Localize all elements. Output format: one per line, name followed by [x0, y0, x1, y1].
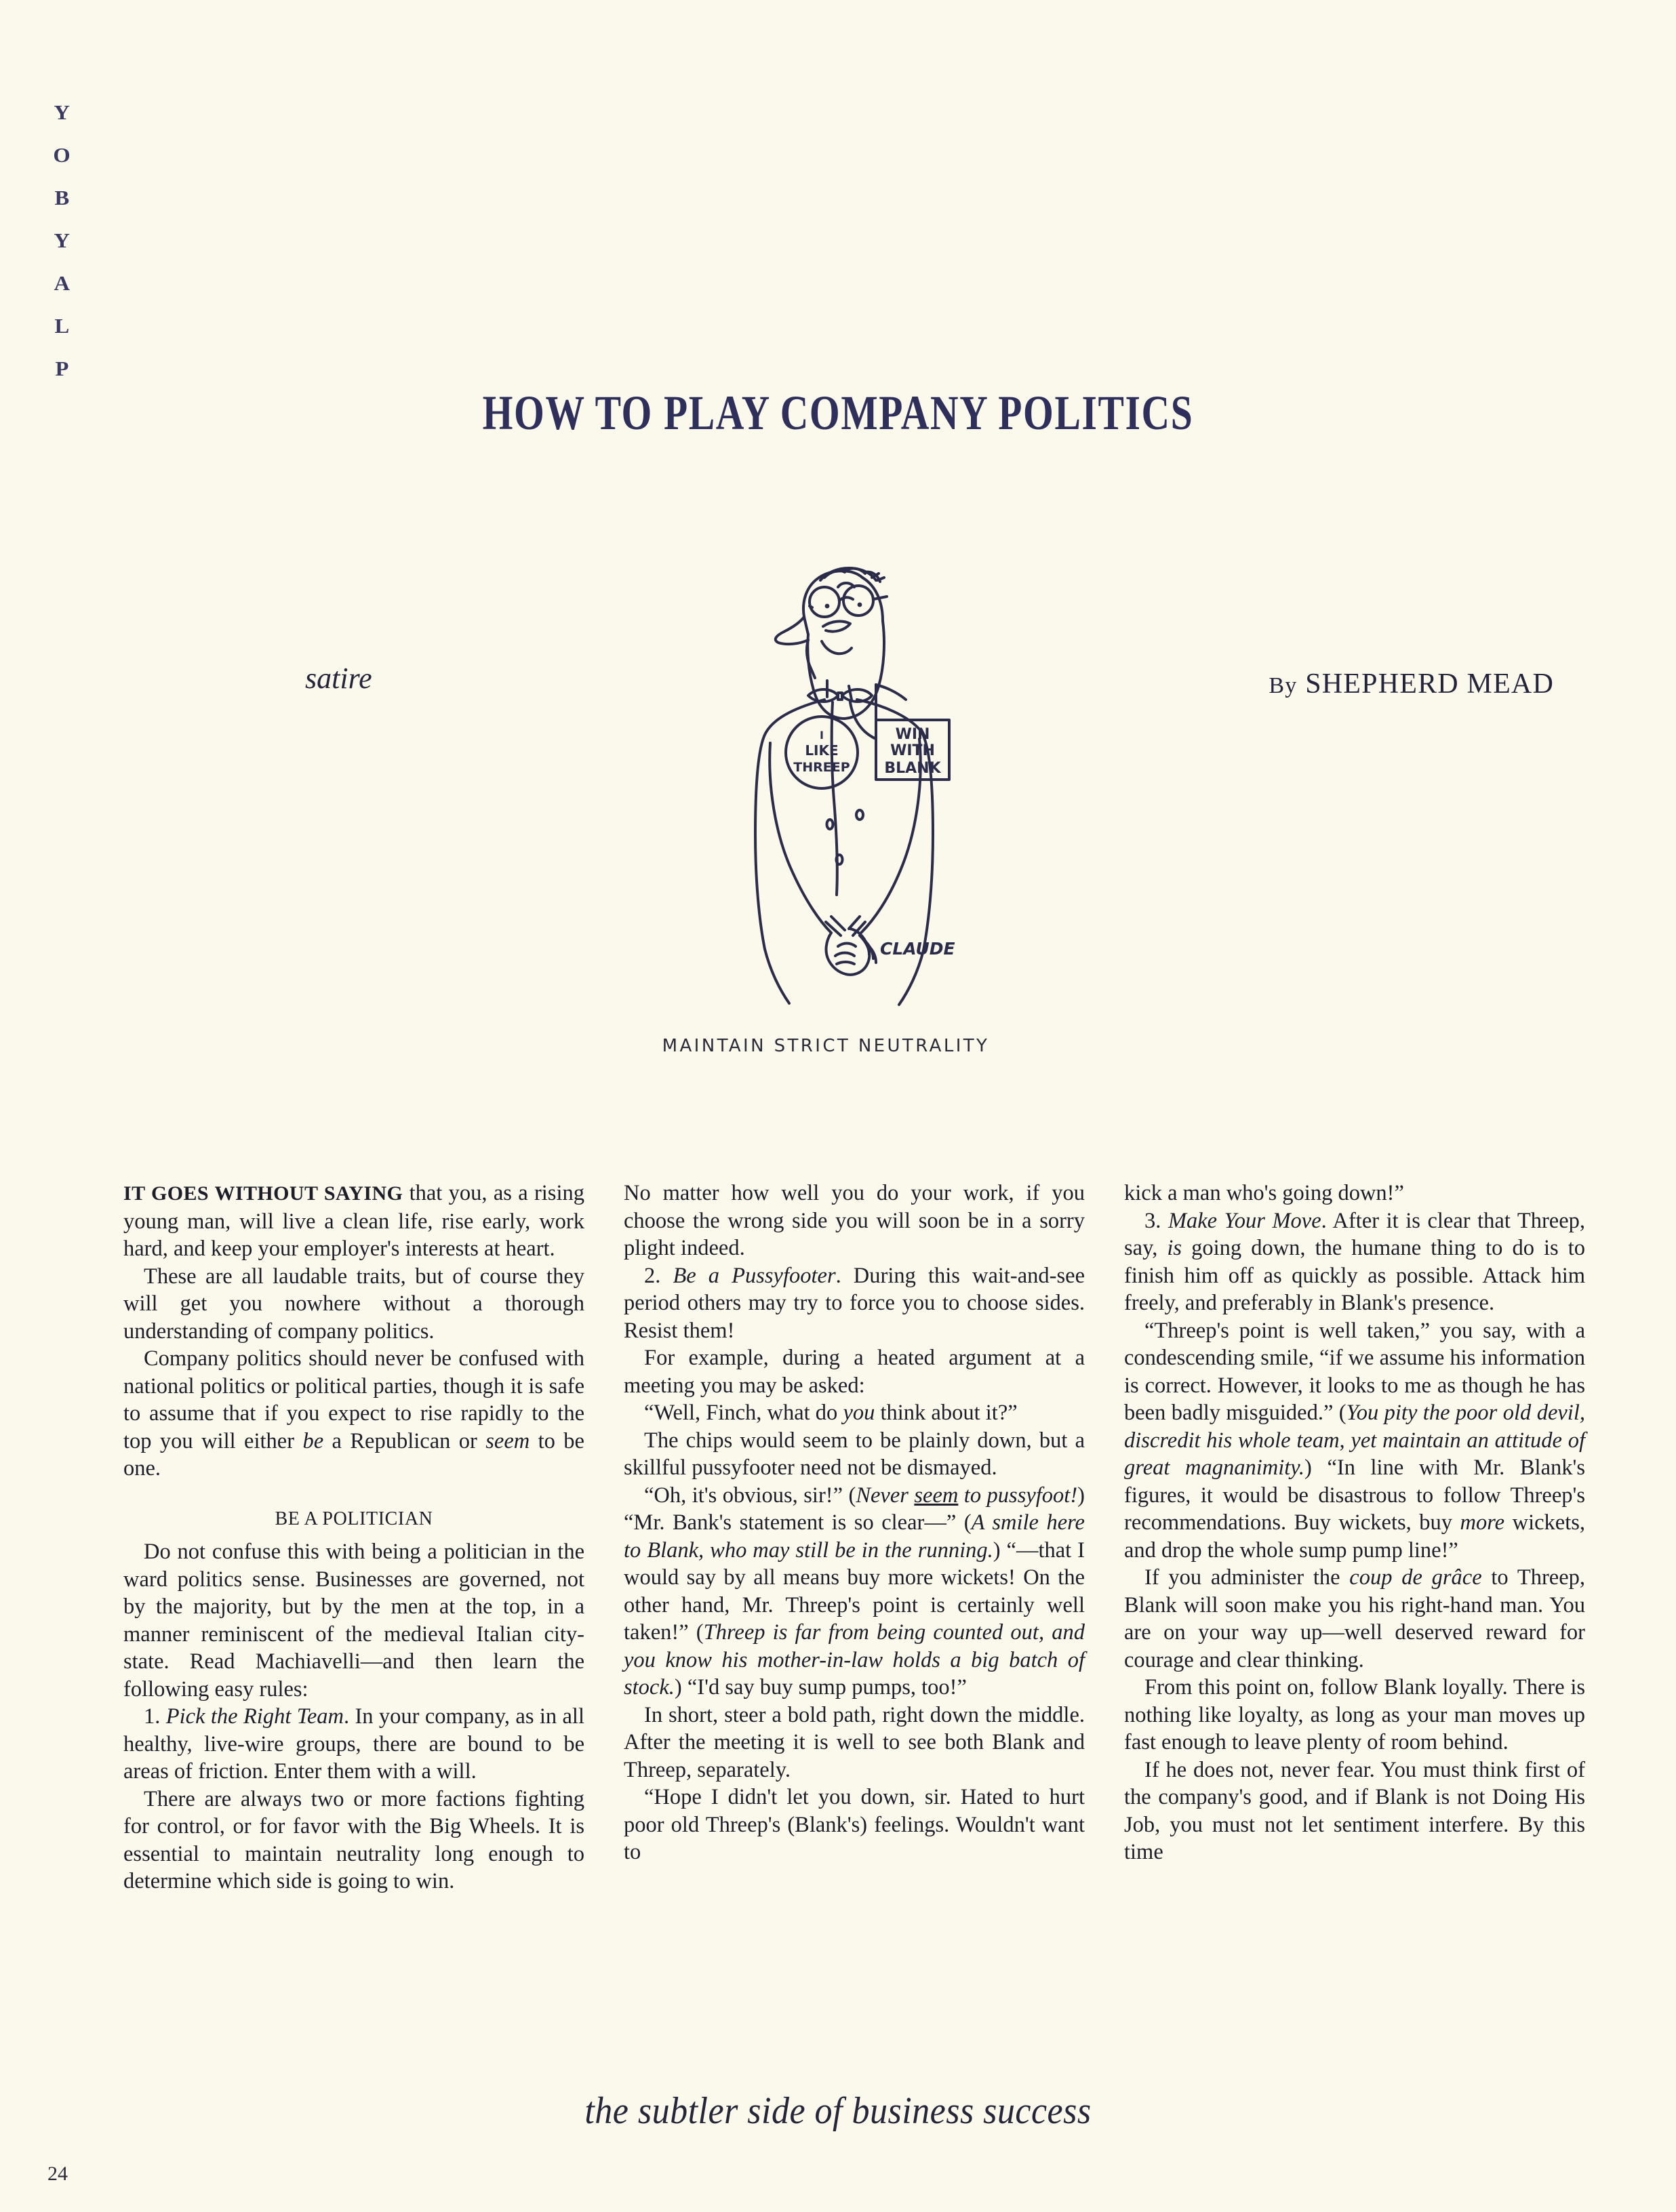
paragraph [1124, 1564, 1585, 1674]
paragraph-text: . During this wait-and-see period others may try to force you to choose sides. Resist them! [624, 1263, 1085, 1343]
paragraph [123, 1703, 584, 1786]
underlined-emphasis: seem [914, 1483, 959, 1508]
paragraph-text: “Well, Finch, what do [644, 1401, 843, 1425]
paragraph-text: to be one. [123, 1428, 584, 1481]
body-column-1 [123, 1180, 584, 1895]
paragraph: From this point on, follow Blank loyally. There is nothing like loyalty, as long as your man moves up fast enough to leave plenty of room behind. [1124, 1675, 1585, 1754]
emphasis: be [302, 1428, 324, 1453]
foreign-phrase: coup de grâce [1349, 1565, 1482, 1590]
paragraph [624, 1482, 1085, 1702]
paragraph [1124, 1207, 1585, 1317]
badge-line-1: WIN [895, 726, 930, 743]
aside-italic [856, 1483, 1077, 1508]
rule-title: Make Your Move [1168, 1208, 1321, 1233]
masthead-letter: A [54, 271, 70, 295]
playboy-vertical-masthead [38, 102, 85, 401]
masthead-letter: P [55, 357, 68, 380]
aside-text: Never [856, 1483, 915, 1508]
button-line-2: LIKE [805, 742, 839, 759]
paragraph [624, 1262, 1085, 1345]
cartoon-caption: MAINTAIN STRICT NEUTRALITY [662, 1036, 990, 1056]
paragraph: In short, steer a bold path, right down the middle. After the meeting it is well to see both Blank and Threep, separately. [624, 1702, 1085, 1782]
paragraph-text: If you administer the [1144, 1565, 1350, 1590]
paragraph [123, 1345, 584, 1483]
body-column-3 [1124, 1180, 1585, 1895]
paragraph-text: ) “Mr. Bank's statement is so clear—” ( [624, 1483, 1085, 1535]
footer-tagline: the subtler side of business success [584, 2090, 1092, 2132]
paragraph-text: ) “In line with Mr. Blank's figures, it would be disastrous to follow Threep's recommendations. Buy wickets, buy [1124, 1455, 1585, 1535]
rule-number: 1. [144, 1704, 166, 1729]
emphasis: more [1460, 1510, 1505, 1535]
byline [1269, 668, 1554, 700]
paragraph-text: wickets, and drop the whole sump pump line!” [1124, 1510, 1585, 1563]
paragraph-text: think about it?” [875, 1401, 1018, 1425]
emphasis: is [1167, 1236, 1182, 1260]
button-line-3: THREEP [793, 760, 850, 775]
rule-title: Be a Pussyfooter [673, 1263, 836, 1288]
paragraph: For example, during a heated argument at a meeting you may be asked: [624, 1346, 1085, 1398]
paragraph: Do not confuse this with being a politician in the ward politics sense. Businesses are governed, not by the majority, but by the men at the top, in a manner reminiscent of the medieval Italian city-state. Read Machiavelli—and then learn the following easy rules: [123, 1540, 584, 1702]
badge-line-3: BLANK [884, 760, 941, 777]
paragraph-text: “Threep's point is well taken,” you say, with a condescending smile, “if we assume his information is correct. However, it looks to me as though he has been badly misguided.” ( [1124, 1318, 1585, 1425]
paragraph-text: a Republican or [323, 1428, 486, 1453]
aside-italic: A smile here to Blank, who may still be in the running. [624, 1510, 1085, 1563]
article-headline: HOW TO PLAY COMPANY POLITICS [482, 386, 1194, 441]
paragraph-text: Company politics should never be confused with national politics or political parties, though it is safe to assume that if you expect to rise rapidly to the top you will either [123, 1346, 584, 1453]
paragraph-text: to Threep, Blank will soon make you his right-hand man. You are on your way up—well deserved reward for courage and clear thinking. [1124, 1565, 1585, 1672]
paragraph: No matter how well you do your work, if you choose the wrong side you will soon be in a sorry plight indeed. [624, 1181, 1085, 1260]
artist-signature: CLAUDE [880, 939, 955, 959]
aside-italic: Threep is far from being counted out, and you know his mother-in-law holds a big batch of stock. [624, 1620, 1085, 1700]
aside-italic: You pity the poor old devil, discredit his whole team, yet maintain an attitude of great magnanimity. [1124, 1401, 1585, 1480]
byline-author: SHEPHERD MEAD [1305, 668, 1554, 700]
paragraph-text: ) “I'd say buy sump pumps, too!” [674, 1675, 967, 1700]
emphasis: seem [485, 1428, 530, 1453]
badge-line-2: WITH [890, 742, 935, 759]
button-line-1: I [820, 729, 824, 742]
paragraph-text: . In your company, as in all healthy, live-wire groups, there are bound to be areas of friction. Enter them with a will. [123, 1704, 584, 1784]
paragraph [123, 1180, 584, 1263]
rule-number: 2. [644, 1263, 673, 1288]
paragraph-text: . After it is clear that Threep, say, [1124, 1208, 1585, 1260]
paragraph: The chips would seem to be plainly down, but a skillful pussyfooter need not be dismayed. [624, 1428, 1085, 1480]
article-body [123, 1180, 1595, 1895]
masthead-letter: L [54, 314, 69, 338]
genre-kicker: satire [305, 662, 372, 695]
paragraph: There are always two or more factions fighting for control, or for favor with the Big Wheels. It is essential to maintain neutrality long enough to determine which side is going to win. [123, 1786, 584, 1893]
masthead-letter: O [53, 143, 71, 167]
masthead-letter: B [54, 186, 69, 209]
masthead-letter: Y [54, 228, 70, 252]
paragraph: If he does not, never fear. You must think first of the company's good, and if Blank is not Doing His Job, you must not let sentiment interfere. By this time [1124, 1757, 1585, 1864]
rule-title: Pick the Right Team [165, 1704, 344, 1729]
cartoon-illustration [705, 515, 976, 1030]
emphasis: you [843, 1401, 875, 1425]
paragraph: “Hope I didn't let you down, sir. Hated to hurt poor old Threep's (Blank's) feelings. Wouldn't want to [624, 1785, 1085, 1864]
paragraph: kick a man who's going down!” [1124, 1181, 1404, 1205]
aside-text: to pussyfoot! [958, 1483, 1078, 1508]
page-number: 24 [47, 2163, 68, 2185]
paragraph-text: ) “—that I would say by all means buy more wickets! On the other hand, Mr. Threep's point is certainly well taken!” ( [624, 1537, 1085, 1645]
paragraph: These are all laudable traits, but of course they will get you nowhere without a thorough understanding of company politics. [123, 1264, 584, 1344]
body-column-2 [624, 1180, 1085, 1895]
rule-number: 3. [1144, 1208, 1168, 1233]
paragraph-text: that you, as a rising young man, will live a clean life, rise early, work hard, and keep your employer's interests at heart. [123, 1181, 584, 1261]
paragraph [624, 1399, 1085, 1427]
byline-prefix: By [1269, 673, 1298, 698]
paragraph-text: “Oh, it's obvious, sir!” ( [644, 1483, 856, 1508]
paragraph [1124, 1317, 1585, 1565]
paragraph-text: going down, the humane thing to do is to finish him off as quickly as possible. Attack him freely, and preferably in Blank's presence. [1124, 1236, 1585, 1315]
lead-in-small-caps: IT GOES WITHOUT SAYING [123, 1182, 403, 1205]
section-subhead: BE A POLITICIAN [275, 1508, 433, 1529]
masthead-letter: Y [54, 100, 70, 124]
